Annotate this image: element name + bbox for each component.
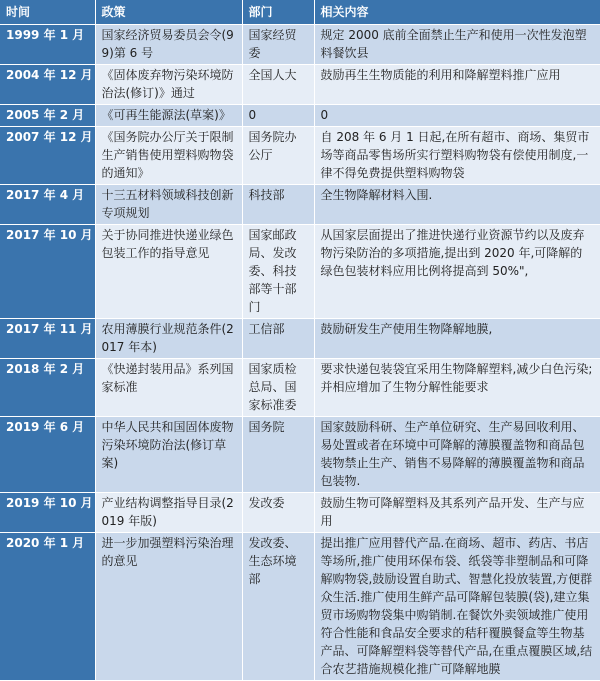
cell-department: 国务院办公厅 [242, 127, 314, 185]
cell-policy: 十三五材料领域科技创新专项规划 [95, 185, 242, 225]
cell-department: 国务院 [242, 417, 314, 493]
cell-content: 自 208 年 6 月 1 日起,在所有超市、商场、集贸市场等商品零售场所实行塑料购物袋有偿使用制度,一律不得免费提供塑料购物袋 [314, 127, 600, 185]
cell-time: 2018 年 2 月 [0, 359, 95, 417]
cell-time: 2007 年 12 月 [0, 127, 95, 185]
cell-policy: 产业结构调整指导目录(2019 年版) [95, 493, 242, 533]
cell-content: 鼓励研发生产使用生物降解地膜, [314, 319, 600, 359]
cell-time: 2019 年 10 月 [0, 493, 95, 533]
cell-content: 要求快递包装袋宜采用生物降解塑料,减少白色污染;并相应增加了生物分解性能要求 [314, 359, 600, 417]
cell-time: 2017 年 11 月 [0, 319, 95, 359]
cell-department: 科技部 [242, 185, 314, 225]
cell-department: 发改委 [242, 493, 314, 533]
cell-content: 规定 2000 底前全面禁止生产和使用一次性发泡塑料餐饮县 [314, 25, 600, 65]
cell-time: 2017 年 4 月 [0, 185, 95, 225]
cell-content: 鼓励再生生物质能的利用和降解塑料推广应用 [314, 65, 600, 105]
cell-content: 0 [314, 105, 600, 127]
cell-policy: 《固体废弃物污染环境防治法(修订)》通过 [95, 65, 242, 105]
header-department: 部门 [242, 0, 314, 25]
cell-policy: 进一步加强塑料污染治理的意见 [95, 533, 242, 681]
cell-policy: 《快递封装用品》系列国家标准 [95, 359, 242, 417]
table-row [0, 225, 600, 319]
table-row [0, 359, 600, 417]
table-row [0, 493, 600, 533]
cell-content: 提出推广应用替代产品.在商场、超市、药店、书店等场所,推广使用环保布袋、纸袋等非塑制品和可降解购物袋,鼓励设置自助式、智慧化投放装置,方便群众生活.推广使用生鲜产品可降解包装膜(袋),建立集贸市场购物袋集中购销制.在餐饮外卖领域推广使用符合性能和食品安全要求的秸秆覆膜餐盒等生物基产品、可降解塑料袋等替代产品,在重点覆膜区域,结合农艺措施规模化推广可降解地膜 [314, 533, 600, 681]
cell-department: 0 [242, 105, 314, 127]
cell-content: 鼓励生物可降解塑料及其系列产品开发、生产与应用 [314, 493, 600, 533]
cell-policy: 《可再生能源法(草案)》 [95, 105, 242, 127]
header-policy: 政策 [95, 0, 242, 25]
table-row [0, 105, 600, 127]
header-row [0, 0, 600, 25]
table-row [0, 185, 600, 225]
cell-time: 2005 年 2 月 [0, 105, 95, 127]
table-row [0, 25, 600, 65]
table-row [0, 533, 600, 681]
cell-time: 2020 年 1 月 [0, 533, 95, 681]
cell-policy: 关于协同推进快递业绿色包装工作的指导意见 [95, 225, 242, 319]
cell-content: 全生物降解材料入围. [314, 185, 600, 225]
table-row [0, 127, 600, 185]
cell-department: 发改委、生态环境部 [242, 533, 314, 681]
cell-time: 2017 年 10 月 [0, 225, 95, 319]
table-row [0, 319, 600, 359]
cell-department: 国家经贸委 [242, 25, 314, 65]
cell-policy: 国家经济贸易委员会令(99)第 6 号 [95, 25, 242, 65]
cell-time: 2004 年 12 月 [0, 65, 95, 105]
cell-content: 国家鼓励科研、生产单位研究、生产易回收利用、易处置或者在环境中可降解的薄膜覆盖物和商品包装物禁止生产、销售不易降解的薄膜覆盖物和商品包装物. [314, 417, 600, 493]
cell-policy: 中华人民共和国固体废物污染环境防治法(修订草案) [95, 417, 242, 493]
header-time: 时间 [0, 0, 95, 25]
cell-content: 从国家层面提出了推进快递行业资源节约以及废弃物污染防治的多项措施,提出到 2020 年,可降解的绿色包装材料应用比例将提高到 50%", [314, 225, 600, 319]
cell-time: 2019 年 6 月 [0, 417, 95, 493]
cell-department: 全国人大 [242, 65, 314, 105]
cell-policy: 《国务院办公厅关于限制生产销售使用塑料购物袋的通知》 [95, 127, 242, 185]
table-row [0, 417, 600, 493]
cell-department: 工信部 [242, 319, 314, 359]
cell-time: 1999 年 1 月 [0, 25, 95, 65]
cell-department: 国家邮政局、发改委、科技部等十部门 [242, 225, 314, 319]
cell-department: 国家质检总局、国家标准委 [242, 359, 314, 417]
table-row [0, 65, 600, 105]
header-content: 相关内容 [314, 0, 600, 25]
cell-policy: 农用薄膜行业规范条件(2017 年本) [95, 319, 242, 359]
